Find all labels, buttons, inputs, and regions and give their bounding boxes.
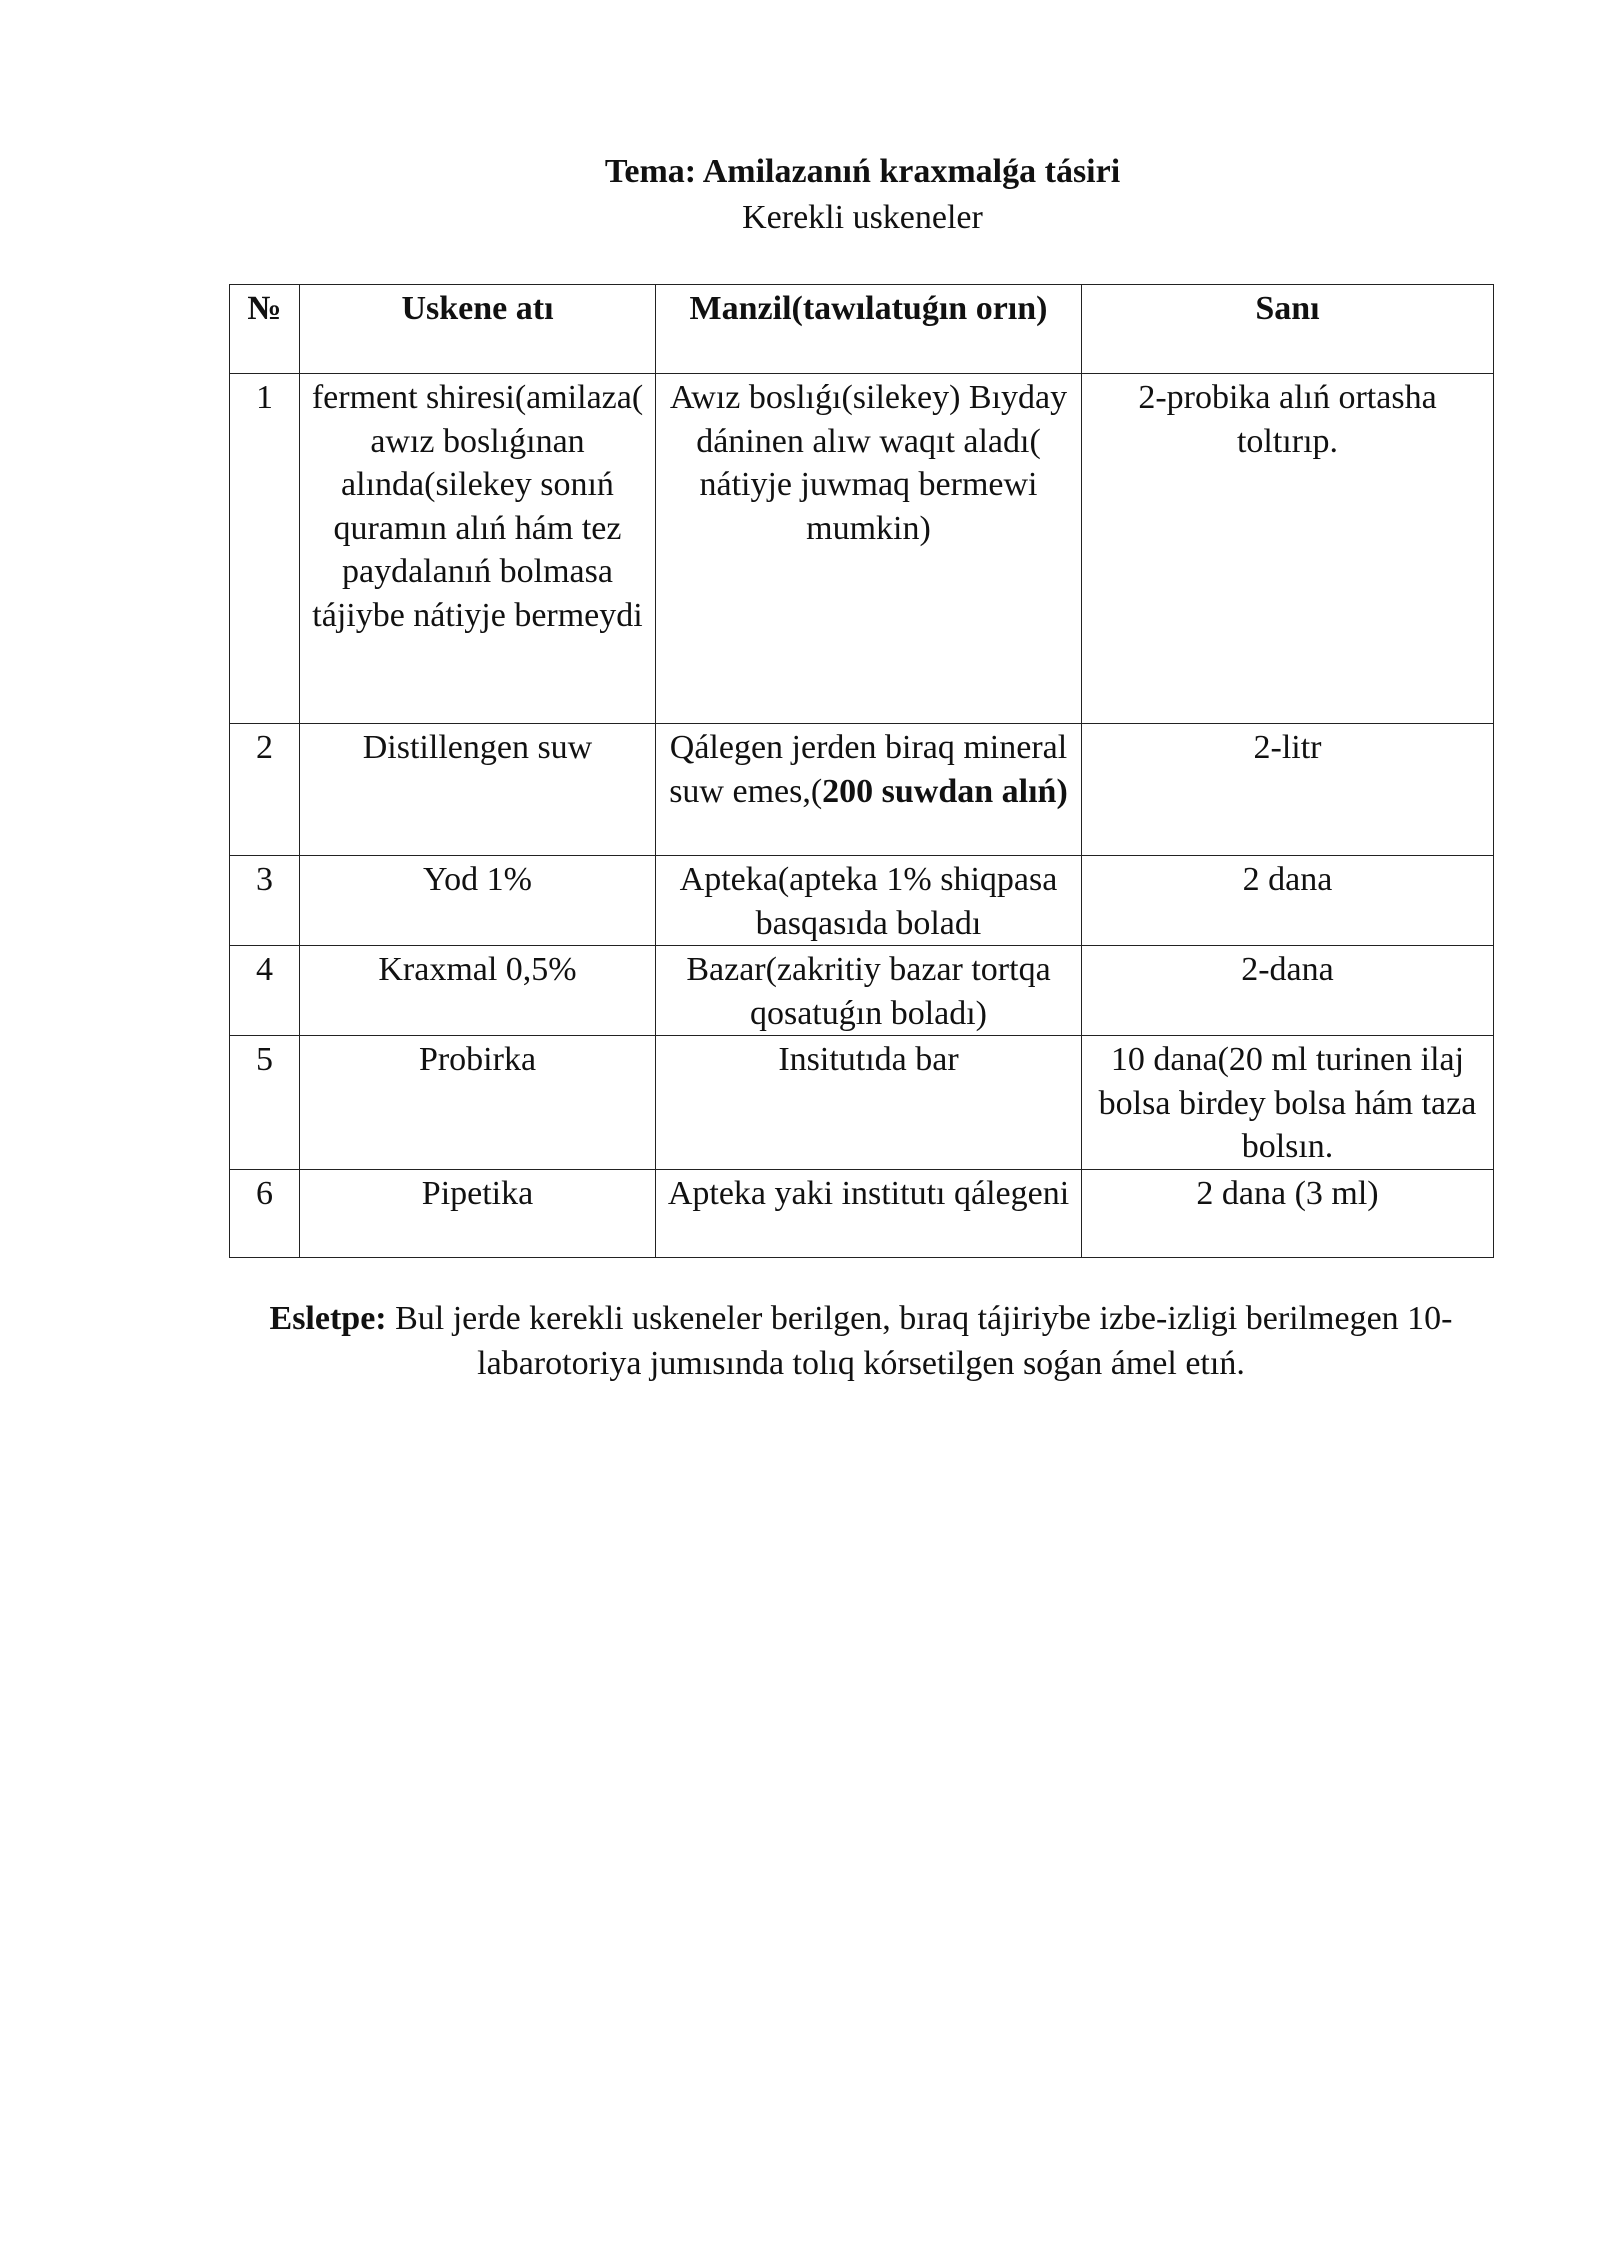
cell-quantity: 2-litr [1082, 724, 1494, 856]
cell-number: 5 [230, 1036, 300, 1170]
cell-number: 2 [230, 724, 300, 856]
cell-name: Pipetika [300, 1169, 656, 1257]
cell-location-text: Qálegen jerden biraq mineral suw emes,( [669, 729, 1068, 810]
table-row [230, 374, 1494, 724]
cell-quantity: 2-probika alıń ortasha toltırıp. [1082, 374, 1494, 724]
cell-location: Awız boslıǵı(silekey) Bıyday dáninen alıw waqıt aladı( nátiyje juwmaq bermewi mumkin) [656, 374, 1082, 724]
cell-name: Kraxmal 0,5% [300, 946, 656, 1036]
cell-location-bold-text: 200 suwdan alıń) [822, 772, 1068, 810]
cell-location: Insitutıda bar [656, 1036, 1082, 1170]
cell-quantity: 10 dana(20 ml turinen ilaj bolsa birdey bolsa hám taza bolsın. [1082, 1036, 1494, 1170]
cell-number: 1 [230, 374, 300, 724]
cell-name: Probirka [300, 1036, 656, 1170]
cell-name: Distillengen suw [300, 724, 656, 856]
note-label: Esletpe: [269, 1300, 387, 1337]
cell-location: Apteka(apteka 1% shiqpasa basqasıda boladı [656, 856, 1082, 946]
cell-location [656, 724, 1082, 856]
cell-quantity: 2 dana (3 ml) [1082, 1169, 1494, 1257]
table-row [230, 1036, 1494, 1170]
table-row [230, 946, 1494, 1036]
cell-quantity: 2-dana [1082, 946, 1494, 1036]
equipment-table [229, 284, 1494, 1258]
note-text: Bul jerde kerekli uskeneler berilgen, bıraq tájiriybe izbe-izligi berilmegen 10-labarotoriya jumısında tolıq kórsetilgen soǵan ámel etıń. [386, 1300, 1453, 1382]
document-title: Tema: Amilazanıń kraxmalǵa tásiri [604, 153, 1121, 190]
cell-number: 3 [230, 856, 300, 946]
cell-number: 4 [230, 946, 300, 1036]
column-header-quantity: Sanı [1082, 285, 1494, 374]
column-header-number: № [230, 285, 300, 374]
note-paragraph [229, 1296, 1493, 1386]
table-row [230, 1169, 1494, 1257]
document-subtitle: Kerekli uskeneler [742, 199, 983, 236]
cell-quantity: 2 dana [1082, 856, 1494, 946]
cell-location: Apteka yaki institutı qálegeni [656, 1169, 1082, 1257]
table-row [230, 856, 1494, 946]
cell-name: ferment shiresi(amilaza( awız boslıǵınan alında(silekey sonıń quramın alıń hám tez paydalanıń bolmasa tájiybe nátiyje bermeydi [300, 374, 656, 724]
cell-name: Yod 1% [300, 856, 656, 946]
cell-number: 6 [230, 1169, 300, 1257]
table-row [230, 724, 1494, 856]
column-header-name: Uskene atı [300, 285, 656, 374]
cell-location: Bazar(zakritiy bazar tortqa qosatuǵın boladı) [656, 946, 1082, 1036]
table-header-row [230, 285, 1494, 374]
column-header-location: Manzil(tawılatuǵın orın) [656, 285, 1082, 374]
